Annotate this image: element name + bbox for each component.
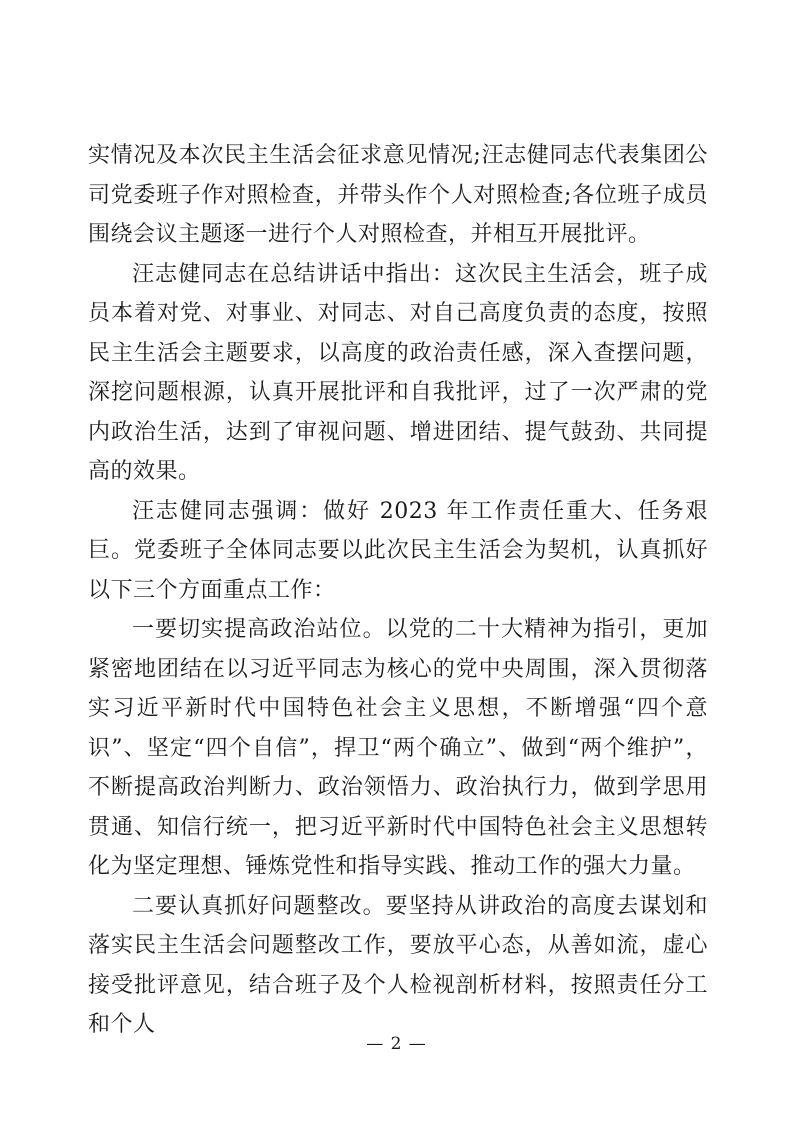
paragraph-point-two-rectification: 二要认真抓好问题整改。要坚持从讲政治的高度去谋划和落实民主生活会问题整改工作，要放平心态，从善如流，虚心接受批评意见，结合班子及个人检视剖析材料，按照责任分工和个人 <box>88 893 708 1037</box>
page-number: — 2 — <box>366 1034 427 1054</box>
paragraph-continued-from-previous-page: 实情况及本次民主生活会征求意见情况;汪志健同志代表集团公司党委班子作对照检查，并带头作个人对照检查;各位班子成员围绕会议主题逐一进行个人对照检查，并相互开展批评。 <box>88 143 708 247</box>
paragraph-summary-remarks: 汪志健同志在总结讲话中指出：这次民主生活会，班子成员本着对党、对事业、对同志、对自己高度负责的态度，按照民主生活会主题要求，以高度的政治责任感，深入查摆问题，深挖问题根源，认真开展批评和自我批评，过了一次严肃的党内政治生活，达到了审视问题、增进团结、提气鼓劲、共同提高的效果。 <box>88 261 708 484</box>
paragraph-emphasis-2023-tasks: 汪志健同志强调：做好 2023 年工作责任重大、任务艰巨。党委班子全体同志要以此次民主生活会为契机，认真抓好以下三个方面重点工作： <box>88 498 708 603</box>
paragraph-point-one-political-stance: 一要切实提高政治站位。以党的二十大精神为指引，更加紧密地团结在以习近平同志为核心的党中央周围，深入贯彻落实习近平新时代中国特色社会主义思想，不断增强“四个意识”、坚定“四个自信”，捍卫“两个确立”、做到“两个维护”，不断提高政治判断力、政治领悟力、政治执行力，做到学思用贯通、知信行统一，把习近平新时代中国特色社会主义思想转化为坚定理想、锤炼党性和指导实践、推动工作的强大力量。 <box>88 617 708 879</box>
document-body <box>88 136 708 1045</box>
